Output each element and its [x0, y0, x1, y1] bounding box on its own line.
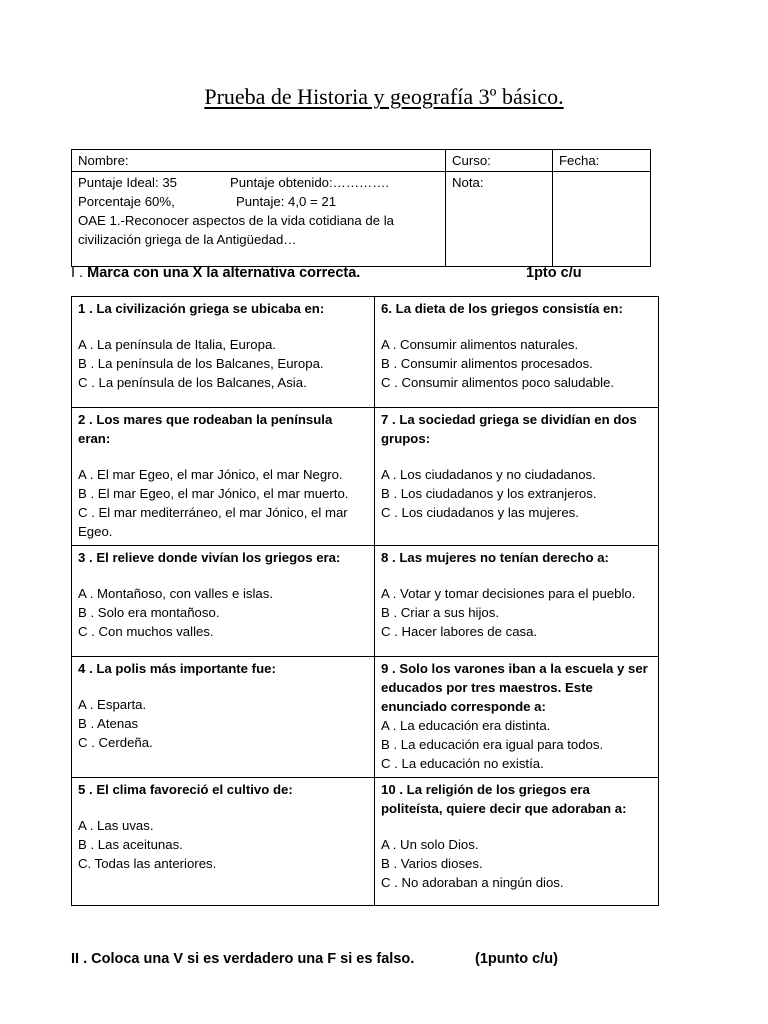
curso-label: Curso: — [452, 153, 491, 168]
nombre-cell[interactable] — [72, 150, 446, 172]
porcentaje: Porcentaje 60%, — [78, 194, 175, 209]
question-4 — [72, 657, 375, 778]
option-b[interactable]: B . Consumir alimentos procesados. — [381, 356, 593, 371]
question-text: 5 . El clima favoreció el cultivo de: — [78, 782, 293, 797]
scoring-cell — [72, 172, 446, 267]
question-text: 3 . El relieve donde vivían los griegos era: — [78, 550, 341, 565]
question-row — [72, 546, 659, 657]
option-a[interactable]: A . Un solo Dios. — [381, 837, 479, 852]
question-text: 2 . Los mares que rodeaban la península eran: — [78, 412, 333, 446]
section-1-numeral: I . — [71, 265, 88, 281]
oae-line-1: OAE 1.-Reconocer aspectos de la vida cotidiana de la — [78, 213, 394, 228]
option-b[interactable]: B . La península de los Balcanes, Europa. — [78, 356, 324, 371]
section-2-instruction: II . Coloca una V si es verdadero una F si es falso. — [71, 951, 415, 967]
nota-cell[interactable] — [446, 172, 553, 267]
porcentaje-row — [78, 192, 439, 211]
question-text: 7 . La sociedad griega se dividían en dos grupos: — [381, 412, 637, 446]
option-c[interactable]: C . Hacer labores de casa. — [381, 624, 538, 639]
option-a[interactable]: A . Votar y tomar decisiones para el pueblo. — [381, 586, 636, 601]
nombre-label: Nombre: — [78, 153, 129, 168]
question-row — [72, 778, 659, 906]
question-row — [72, 297, 659, 408]
question-text: 4 . La polis más importante fue: — [78, 661, 276, 676]
question-8 — [375, 546, 659, 657]
section-2-points: (1punto c/u) — [475, 951, 558, 967]
option-c[interactable]: C . Los ciudadanos y las mujeres. — [381, 505, 579, 520]
question-text: 9 . Solo los varones iban a la escuela y ser educados por tres maestros. Este enunciado corresponde a: — [381, 661, 648, 714]
student-info-table — [71, 149, 651, 267]
option-c[interactable]: C . El mar mediterráneo, el mar Jónico, el mar Egeo. — [78, 505, 348, 539]
fecha-cell[interactable] — [553, 150, 651, 172]
question-10 — [375, 778, 659, 906]
page-title-text: Prueba de Historia y geografía 3º básico. — [204, 84, 564, 109]
fecha-label: Fecha: — [559, 153, 600, 168]
puntaje-ideal: Puntaje Ideal: 35 — [78, 175, 177, 190]
option-c[interactable]: C . Consumir alimentos poco saludable. — [381, 375, 615, 390]
question-3 — [72, 546, 375, 657]
option-b[interactable]: B . Los ciudadanos y los extranjeros. — [381, 486, 597, 501]
option-a[interactable]: A . La península de Italia, Europa. — [78, 337, 276, 352]
option-b[interactable]: B . Atenas — [78, 716, 139, 731]
option-a[interactable]: A . Los ciudadanos y no ciudadanos. — [381, 467, 596, 482]
option-a[interactable]: A . Las uvas. — [78, 818, 154, 833]
page-title — [0, 84, 768, 110]
question-row — [72, 657, 659, 778]
nota-label: Nota: — [452, 175, 484, 190]
curso-cell[interactable] — [446, 150, 553, 172]
option-b[interactable]: B . Varios dioses. — [381, 856, 483, 871]
question-1 — [72, 297, 375, 408]
option-b[interactable]: B . Solo era montañoso. — [78, 605, 220, 620]
option-a[interactable]: A . Consumir alimentos naturales. — [381, 337, 579, 352]
question-7 — [375, 408, 659, 546]
section-1-points: 1pto c/u — [526, 265, 582, 281]
oae-line-2: civilización griega de la Antigüedad… — [78, 232, 297, 247]
nota-blank-cell[interactable] — [553, 172, 651, 267]
option-c[interactable]: C . Con muchos valles. — [78, 624, 214, 639]
option-b[interactable]: B . Criar a sus hijos. — [381, 605, 499, 620]
option-c[interactable]: C . No adoraban a ningún dios. — [381, 875, 564, 890]
question-5 — [72, 778, 375, 906]
section-1-instruction: Marca con una X la alternativa correcta. — [87, 265, 361, 281]
option-c[interactable]: C . La educación no existía. — [381, 756, 544, 771]
section-2-heading — [71, 951, 691, 967]
puntaje-row — [78, 173, 439, 192]
option-c[interactable]: C. Todas las anteriores. — [78, 856, 217, 871]
option-c[interactable]: C . La península de los Balcanes, Asia. — [78, 375, 307, 390]
option-b[interactable]: B . La educación era igual para todos. — [381, 737, 604, 752]
question-2 — [72, 408, 375, 546]
question-text: 10 . La religión de los griegos era politeísta, quiere decir que adoraban a: — [381, 782, 627, 816]
puntaje-nota: Puntaje: 4,0 = 21 — [236, 194, 337, 209]
question-text: 6. La dieta de los griegos consistía en: — [381, 301, 623, 316]
option-a[interactable]: A . La educación era distinta. — [381, 718, 551, 733]
question-9 — [375, 657, 659, 778]
question-text: 1 . La civilización griega se ubicaba en: — [78, 301, 325, 316]
option-a[interactable]: A . Montañoso, con valles e islas. — [78, 586, 273, 601]
option-a[interactable]: A . El mar Egeo, el mar Jónico, el mar Negro. — [78, 467, 343, 482]
option-a[interactable]: A . Esparta. — [78, 697, 147, 712]
option-c[interactable]: C . Cerdeña. — [78, 735, 153, 750]
section-1-heading — [71, 265, 671, 281]
question-text: 8 . Las mujeres no tenían derecho a: — [381, 550, 609, 565]
option-b[interactable]: B . Las aceitunas. — [78, 837, 183, 852]
puntaje-obtenido: Puntaje obtenido:…………. — [230, 175, 390, 190]
question-6 — [375, 297, 659, 408]
question-row — [72, 408, 659, 546]
option-b[interactable]: B . El mar Egeo, el mar Jónico, el mar muerto. — [78, 486, 349, 501]
questions-table — [71, 296, 659, 906]
